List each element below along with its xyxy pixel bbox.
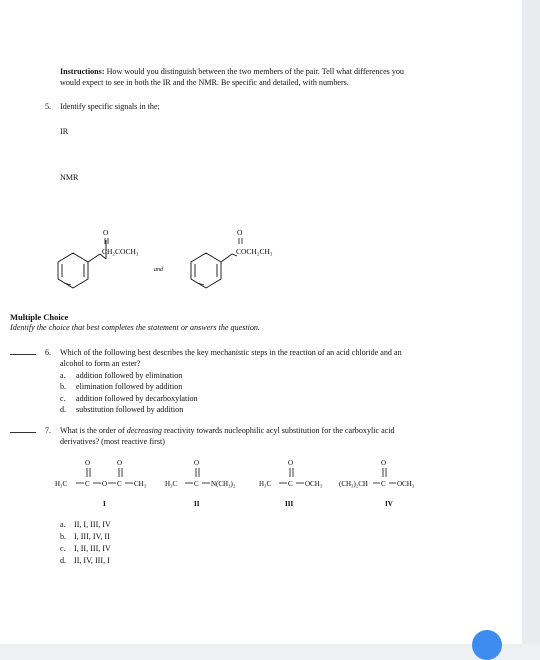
q7-number: 7.	[45, 426, 52, 435]
q7-text-1-pre: What is the order of	[60, 426, 127, 435]
anhydride-left: H₃C	[55, 480, 68, 488]
q7-text-1-emphasis: decreasing	[126, 426, 162, 435]
q7-answer-blank[interactable]	[10, 432, 36, 433]
benzene-ring-right	[191, 253, 237, 288]
q6-answer-blank[interactable]	[10, 354, 36, 355]
q5-ir-label: IR	[60, 127, 69, 136]
q6-option-a-text: addition followed by elimination	[76, 371, 183, 380]
q5-number: 5.	[45, 102, 52, 111]
q7-option-a-text: II, I, III, IV	[74, 520, 111, 529]
and-label: and	[154, 267, 163, 273]
q6-option-d-text: substitution followed by addition	[76, 405, 184, 414]
section-title: Multiple Choice	[10, 312, 69, 322]
q7-option-d-letter: d.	[60, 556, 67, 565]
instructions-line-2: would expect to see in both the IR and the NMR. Be specific and detailed, with numbers.	[60, 78, 349, 87]
q7-text-1	[60, 426, 395, 436]
q5-nmr-label: NMR	[60, 173, 79, 182]
roman-ii: II	[194, 500, 200, 508]
ester2-left: (CH₃)₂CH	[339, 480, 368, 488]
q6-option-d-letter: d.	[60, 405, 67, 414]
anhydride-c-1: C	[85, 480, 90, 488]
instructions-label: Instructions:	[60, 67, 105, 76]
instructions-line-1	[60, 67, 404, 77]
q7-option-a[interactable]	[60, 520, 111, 530]
anhydride-o-1: O	[85, 459, 91, 467]
q7-option-a-letter: a.	[60, 520, 66, 529]
q6-option-b[interactable]	[60, 382, 183, 392]
anhydride-c-2: C	[117, 480, 122, 488]
floating-action-button[interactable]	[472, 630, 502, 660]
q7-option-d[interactable]	[60, 556, 110, 566]
q6-option-a[interactable]	[60, 371, 183, 381]
left-carbonyl-o: O	[103, 228, 109, 237]
q5-text: Identify specific signals in the;	[60, 102, 160, 111]
benzene-ring-left	[58, 240, 106, 288]
instructions-text-1: How would you distinguish between the two members of the pair. Tell what differences you	[106, 67, 404, 76]
ester2-right: OCH₃	[397, 480, 415, 488]
roman-iv: IV	[385, 500, 393, 508]
ester-right: OCH₃	[305, 480, 323, 488]
right-gutter	[522, 0, 540, 644]
q6-number: 6.	[45, 348, 52, 357]
q6-option-c-text: addition followed by decarboxylation	[76, 394, 198, 403]
ester-c: C	[288, 480, 293, 488]
roman-i: I	[103, 500, 106, 508]
q7-text-2: derivatives? (most reactive first)	[60, 437, 165, 446]
q6-option-b-letter: b.	[60, 382, 67, 391]
acyl-derivatives-diagram	[55, 453, 475, 513]
amide-c: C	[194, 480, 199, 488]
compound-pair-diagram	[40, 222, 340, 302]
amide-right: N(CH₃)₂	[211, 480, 236, 488]
q7-option-b-letter: b.	[60, 532, 67, 541]
ester-left: H₃C	[259, 480, 272, 488]
q6-option-b-text: elimination followed by addition	[76, 382, 183, 391]
ester2-c: C	[381, 480, 386, 488]
ester-o: O	[288, 459, 294, 467]
right-substituent: COCH₂CH₃	[236, 247, 273, 256]
right-carbonyl-o: O	[237, 228, 243, 237]
q6-option-c-letter: c.	[60, 394, 66, 403]
q7-option-d-text: II, IV, III, I	[74, 556, 110, 565]
q7-text-1-post: reactivity towards nucleophilic acyl substitution for the carboxylic acid	[161, 426, 395, 435]
left-substituent: CH₂COCH₃	[102, 247, 139, 256]
q7-option-c-letter: c.	[60, 544, 66, 553]
amide-left: H₃C	[165, 480, 178, 488]
anhydride-o-2: O	[117, 459, 123, 467]
ester2-o: O	[381, 459, 387, 467]
q6-text-1: Which of the following best describes the key mechanistic steps in the reaction of an acid chloride and an	[60, 348, 402, 357]
anhydride-right: CH₃	[134, 480, 147, 488]
q7-option-c[interactable]	[60, 544, 111, 554]
q7-option-b-text: I, III, IV, II	[74, 532, 110, 541]
section-subtitle: Identify the choice that best completes the statement or answers the question.	[10, 323, 260, 332]
q6-option-c[interactable]	[60, 394, 198, 404]
q6-option-a-letter: a.	[60, 371, 66, 380]
anhydride-bridge-o: O	[102, 480, 108, 488]
roman-iii: III	[285, 500, 294, 508]
q7-option-c-text: I, II, III, IV	[74, 544, 111, 553]
amide-o: O	[194, 459, 200, 467]
q6-option-d[interactable]	[60, 405, 184, 415]
q7-option-b[interactable]	[60, 532, 110, 542]
q6-text-2: alcohol to form an ester?	[60, 359, 141, 368]
